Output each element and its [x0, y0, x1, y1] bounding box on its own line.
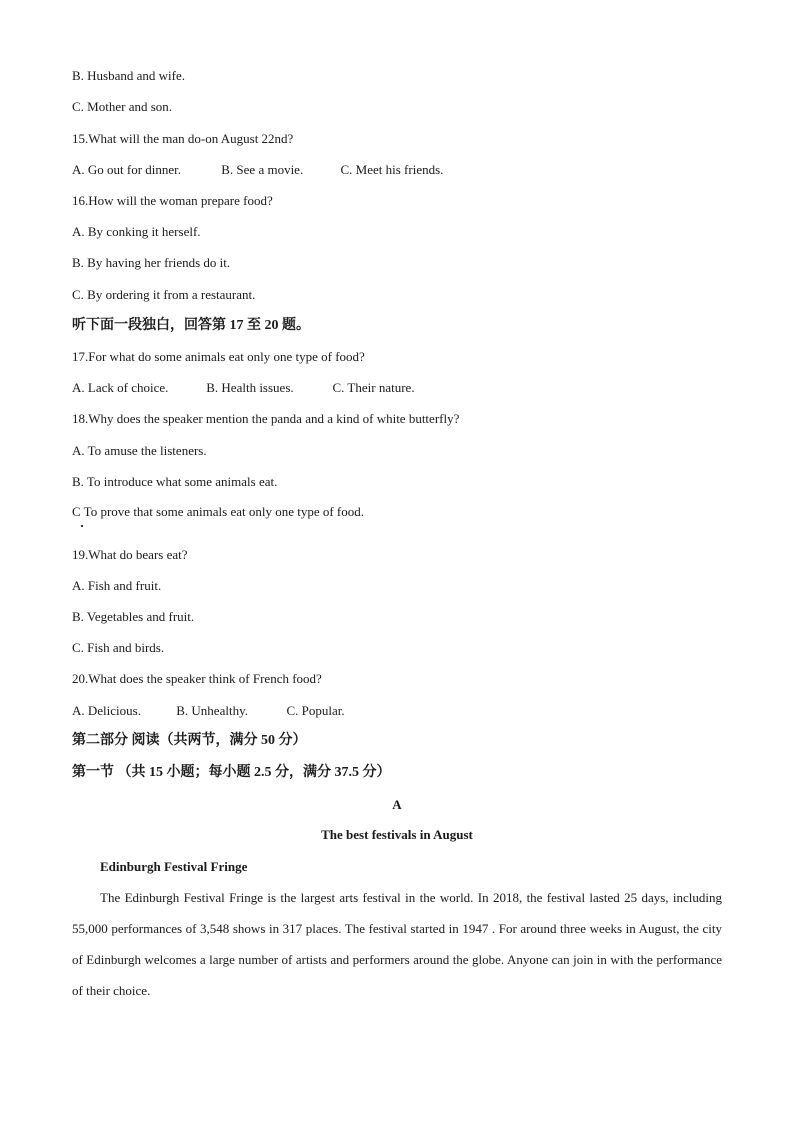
section-monologue-heading: 听下面一段独白，回答第 17 至 20 题。	[72, 318, 310, 333]
q19-option-b: B. Vegetables and fruit.	[72, 609, 195, 624]
q15-options	[72, 162, 443, 178]
q17-option-a: A. Lack of choice.	[72, 380, 169, 395]
q18-option-b: B. To introduce what some animals eat.	[72, 474, 278, 489]
part2-heading: 第二部分 阅读（共两节，满分 50 分）	[72, 733, 307, 748]
q15-option-a: A. Go out for dinner.	[72, 162, 182, 177]
q14-option-c: C. Mother and son.	[72, 99, 173, 114]
q19-option-a: A. Fish and fruit.	[72, 578, 162, 593]
q16-option-a: A. By conking it herself.	[72, 224, 201, 239]
q17-option-c: C. Their nature.	[332, 380, 415, 395]
q17-option-b: B. Health issues.	[206, 380, 294, 395]
q15-option-c: C. Meet his friends.	[340, 162, 444, 177]
q18-question: 18.Why does the speaker mention the panda and a kind of white butterfly?	[72, 411, 460, 426]
q19-question: 19.What do bears eat?	[72, 547, 188, 562]
q20-option-c: C. Popular.	[286, 703, 345, 718]
q14-option-b: B. Husband and wife.	[72, 68, 186, 83]
q16-option-c: C. By ordering it from a restaurant.	[72, 287, 256, 302]
passage-letter: A	[392, 797, 402, 812]
q17-question: 17.For what do some animals eat only one type of food?	[72, 349, 365, 364]
passage-subheading: Edinburgh Festival Fringe	[100, 859, 248, 874]
q15-question: 15.What will the man do-on August 22nd?	[72, 131, 294, 146]
q16-option-b: B. By having her friends do it.	[72, 255, 231, 270]
stray-dot	[81, 525, 83, 527]
q16-question: 16.How will the woman prepare food?	[72, 193, 273, 208]
q20-options	[72, 703, 345, 719]
section1-heading: 第一节 （共 15 小题；每小题 2.5 分，满分 37.5 分）	[72, 765, 391, 780]
passage-title: The best festivals in August	[321, 827, 473, 842]
passage-paragraph: The Edinburgh Festival Fringe is the largest arts festival in the world. In 2018, the festival lasted 25 days, including 55,000 performances of 3,548 shows in 317 places. The festival started in 1947 . For around three weeks in August, the city of Edinburgh welcomes a large number of artists and performers around the globe. Anyone can join in with the performance of their choice.	[72, 890, 722, 998]
q20-option-b: B. Unhealthy.	[176, 703, 248, 718]
q18-option-a: A. To amuse the listeners.	[72, 443, 207, 458]
q19-option-c: C. Fish and birds.	[72, 640, 165, 655]
q17-options	[72, 380, 415, 396]
q20-option-a: A. Delicious.	[72, 703, 141, 718]
q15-option-b: B. See a movie.	[221, 162, 304, 177]
q20-question: 20.What does the speaker think of French food?	[72, 671, 322, 686]
q18-option-c: C To prove that some animals eat only one type of food.	[72, 504, 365, 519]
